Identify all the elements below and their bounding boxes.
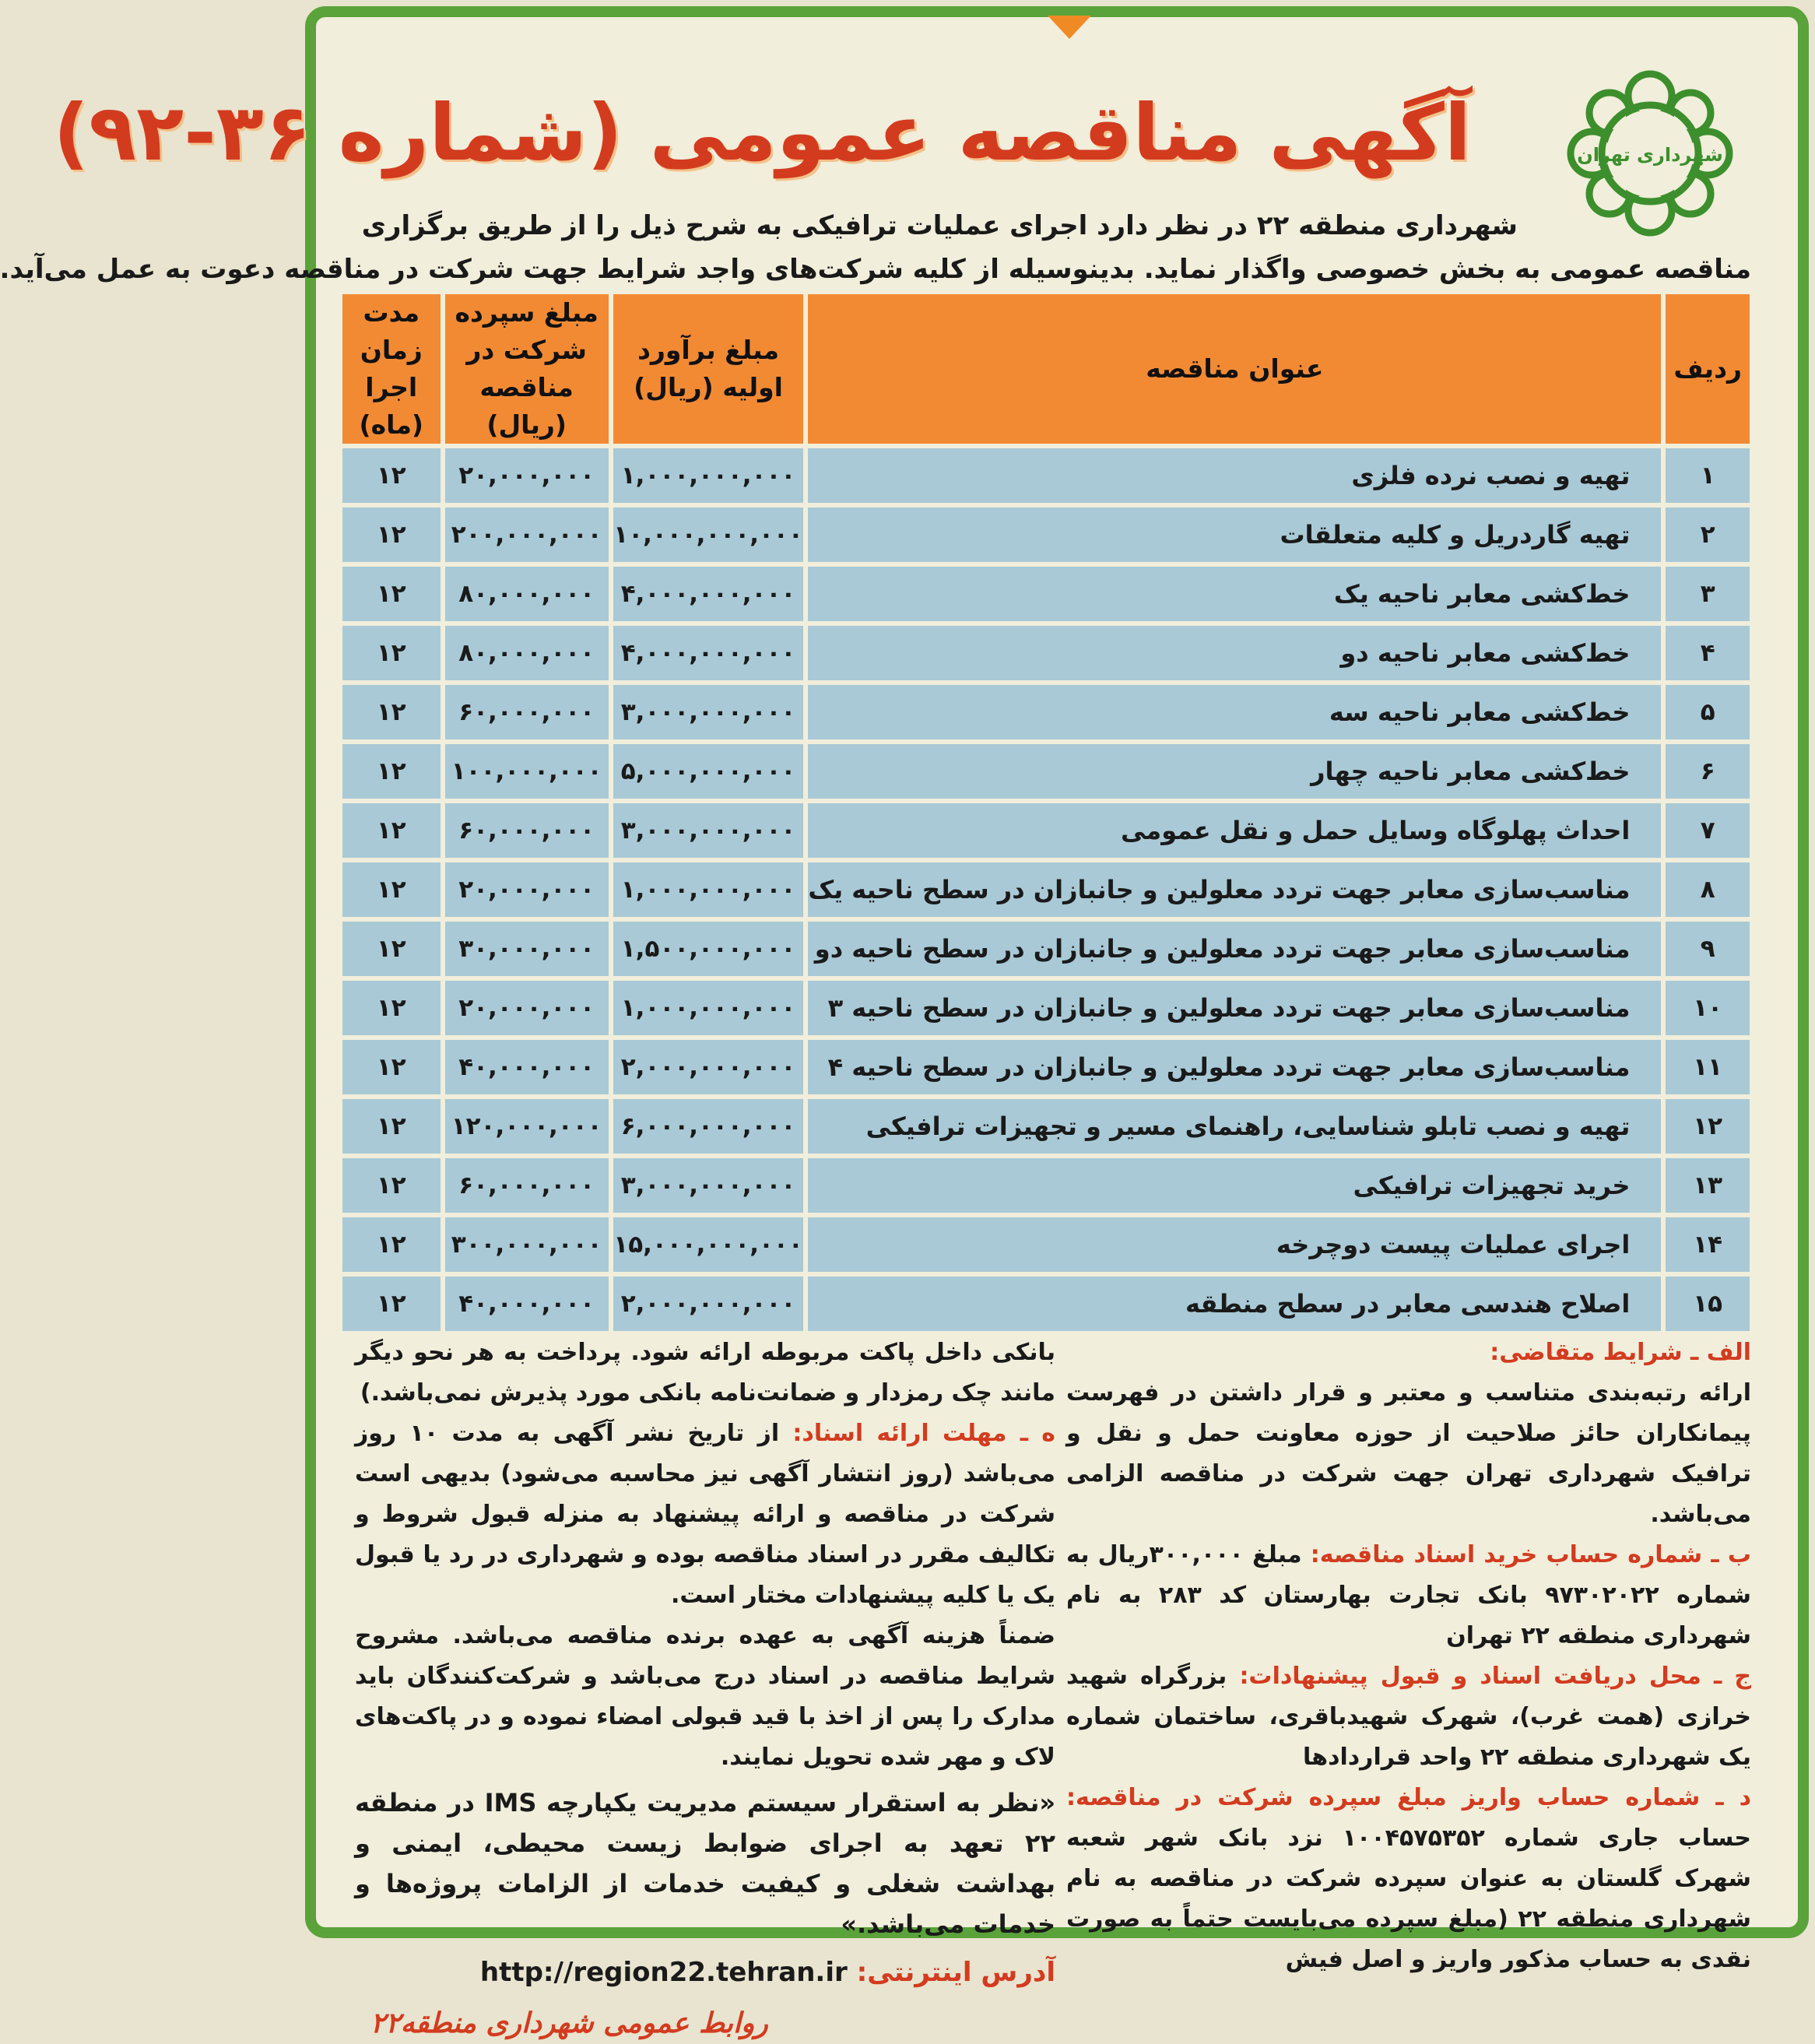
- cell-estimate: ۱,۰۰۰,۰۰۰,۰۰۰: [613, 862, 804, 917]
- cell-tender-title: اصلاح هندسی معابر در سطح منطقه: [808, 1277, 1661, 1331]
- cell-row-number: ۱۵: [1666, 1277, 1750, 1331]
- cell-deposit: ۶۰,۰۰۰,۰۰۰: [445, 803, 609, 858]
- condition-c-text: بزرگراه شهید خرازی (همت غرب)، شهرک شهیدباقری، ساختمان شماره یک شهرداری منطقه ۲۲ واحد قراردادها: [1066, 1663, 1751, 1771]
- cell-deposit: ۲۰,۰۰۰,۰۰۰: [445, 981, 609, 1035]
- cell-duration: ۱۲: [342, 1277, 441, 1331]
- cell-duration: ۱۲: [342, 981, 441, 1035]
- cell-deposit: ۸۰,۰۰۰,۰۰۰: [445, 567, 609, 621]
- cell-duration: ۱۲: [342, 1217, 441, 1272]
- table-row: [342, 1277, 1750, 1331]
- cell-row-number: ۹: [1666, 922, 1750, 976]
- cell-duration: ۱۲: [342, 1040, 441, 1094]
- table-row: [342, 744, 1750, 799]
- website-line: [355, 1952, 1055, 1993]
- intro-line-1: شهرداری منطقه ۲۲ در نظر دارد اجرای عملیات ترافیکی به شرح ذیل را از طریق برگزاری: [361, 210, 1518, 241]
- cell-tender-title: خط‌کشی معابر ناحیه سه: [808, 685, 1661, 739]
- table-row: [342, 448, 1750, 503]
- cell-deposit: ۳۰,۰۰۰,۰۰۰: [445, 922, 609, 976]
- table-row: [342, 1040, 1750, 1094]
- cell-tender-title: تهیه گاردریل و کلیه متعلقات: [808, 507, 1661, 562]
- cell-duration: ۱۲: [342, 862, 441, 917]
- cell-estimate: ۱,۵۰۰,۰۰۰,۰۰۰: [613, 922, 804, 976]
- cell-tender-title: مناسب‌سازی معابر جهت تردد معلولین و جانبازان در سطح ناحیه دو: [808, 922, 1661, 976]
- cell-row-number: ۳: [1666, 567, 1750, 621]
- cell-estimate: ۵,۰۰۰,۰۰۰,۰۰۰: [613, 744, 804, 799]
- table-row: [342, 507, 1750, 562]
- cell-row-number: ۴: [1666, 626, 1750, 680]
- table-row: [342, 862, 1750, 917]
- cell-deposit: ۲۰,۰۰۰,۰۰۰: [445, 448, 609, 503]
- condition-e-heading: ه ـ مهلت ارائه اسناد:: [792, 1420, 1056, 1447]
- tender-table: [338, 290, 1754, 1336]
- header-duration: مدت زمان اجرا (ماه): [342, 294, 441, 444]
- cell-duration: ۱۲: [342, 685, 441, 739]
- cell-tender-title: خرید تجهیزات ترافیکی: [808, 1158, 1661, 1213]
- advert-page: [0, 6, 1809, 2039]
- table-row: [342, 1099, 1750, 1154]
- intro: [0, 204, 1751, 291]
- condition-a: [1066, 1333, 1751, 1535]
- cell-deposit: ۶۰,۰۰۰,۰۰۰: [445, 685, 609, 739]
- cell-estimate: ۳,۰۰۰,۰۰۰,۰۰۰: [613, 685, 804, 739]
- cell-row-number: ۵: [1666, 685, 1750, 739]
- cell-tender-title: مناسب‌سازی معابر جهت تردد معلولین و جانبازان در سطح ناحیه یک: [808, 862, 1661, 917]
- header-deposit: مبلغ سپرده شرکت در مناقصه (ریال): [445, 294, 609, 444]
- condition-d-heading: د ـ شماره حساب واریز مبلغ سپرده شرکت در مناقصه:: [1066, 1784, 1751, 1811]
- cell-row-number: ۱۰: [1666, 981, 1750, 1035]
- cell-duration: ۱۲: [342, 507, 441, 562]
- logo-text: شهرداری تهران: [1577, 144, 1723, 166]
- cell-duration: ۱۲: [342, 922, 441, 976]
- cell-estimate: ۳,۰۰۰,۰۰۰,۰۰۰: [613, 803, 804, 858]
- condition-c-heading: ج ـ محل دریافت اسناد و قبول پیشنهادات:: [1239, 1663, 1751, 1690]
- cell-row-number: ۲: [1666, 507, 1750, 562]
- table-row: [342, 981, 1750, 1035]
- top-marker: [1048, 16, 1091, 39]
- cell-tender-title: مناسب‌سازی معابر جهت تردد معلولین و جانبازان در سطح ناحیه ۴: [808, 1040, 1661, 1094]
- cell-deposit: ۳۰۰,۰۰۰,۰۰۰: [445, 1217, 609, 1272]
- condition-d: [1066, 1778, 1751, 1980]
- cell-duration: ۱۲: [342, 567, 441, 621]
- cell-deposit: ۴۰,۰۰۰,۰۰۰: [445, 1040, 609, 1094]
- cell-estimate: ۱۰,۰۰۰,۰۰۰,۰۰۰: [613, 507, 804, 562]
- condition-b-heading: ب ـ شماره حساب خرید اسناد مناقصه:: [1310, 1541, 1751, 1568]
- table-row: [342, 1158, 1750, 1213]
- table-row: [342, 626, 1750, 680]
- cell-deposit: ۱۰۰,۰۰۰,۰۰۰: [445, 744, 609, 799]
- cell-row-number: ۱۱: [1666, 1040, 1750, 1094]
- page-title: آگهی مناقصه عمومی (شماره ۳۶-۹۲): [53, 87, 1471, 178]
- condition-b: [1066, 1535, 1751, 1656]
- condition-a-text-2: جهت شرکت در مناقصه الزامی می‌باشد.: [1066, 1460, 1751, 1528]
- cell-estimate: ۱۵,۰۰۰,۰۰۰,۰۰۰: [613, 1217, 804, 1272]
- condition-a-bold: حوزه معاونت حمل و نقل و ترافیک شهرداری تهران: [1066, 1420, 1752, 1487]
- table-row: [342, 567, 1750, 621]
- cell-estimate: ۲,۰۰۰,۰۰۰,۰۰۰: [613, 1277, 804, 1331]
- cell-row-number: ۱۳: [1666, 1158, 1750, 1213]
- condition-d-continued: بانکی داخل پاکت مربوطه ارائه شود. پرداخت به هر نحو دیگر مانند چک رمزدار و ضمانت‌نامه بانکی مورد پذیرش نمی‌باشد.): [355, 1339, 1055, 1407]
- cell-deposit: ۲۰,۰۰۰,۰۰۰: [445, 862, 609, 917]
- extra-notes: ضمناً هزینه آگهی به عهده برنده مناقصه می‌باشد. مشروح شرایط مناقصه در اسناد درج می‌باشد و شرکت‌کنندگان باید مدارک را پس از اخذ با قید قبولی امضاء نموده و در پاکت‌های لاک و مهر شده تحویل نمایند.: [355, 1622, 1055, 1771]
- cell-tender-title: تهیه و نصب نرده فلزی: [808, 448, 1661, 503]
- table-row: [342, 803, 1750, 858]
- cell-duration: ۱۲: [342, 448, 441, 503]
- cell-row-number: ۱: [1666, 448, 1750, 503]
- cell-row-number: ۱۲: [1666, 1099, 1750, 1154]
- cell-estimate: ۶,۰۰۰,۰۰۰,۰۰۰: [613, 1099, 804, 1154]
- header-estimate: مبلغ برآورد اولیه (ریال): [613, 294, 804, 444]
- cell-duration: ۱۲: [342, 744, 441, 799]
- header-tender-title: عنوان مناقصه: [808, 294, 1661, 444]
- cell-estimate: ۱,۰۰۰,۰۰۰,۰۰۰: [613, 981, 804, 1035]
- cell-estimate: ۲,۰۰۰,۰۰۰,۰۰۰: [613, 1040, 804, 1094]
- cell-estimate: ۳,۰۰۰,۰۰۰,۰۰۰: [613, 1158, 804, 1213]
- cell-row-number: ۷: [1666, 803, 1750, 858]
- header: [0, 40, 1798, 285]
- cell-deposit: ۴۰,۰۰۰,۰۰۰: [445, 1277, 609, 1331]
- cell-row-number: ۱۴: [1666, 1217, 1750, 1272]
- cell-deposit: ۲۰۰,۰۰۰,۰۰۰: [445, 507, 609, 562]
- cell-deposit: ۱۲۰,۰۰۰,۰۰۰: [445, 1099, 609, 1154]
- cell-tender-title: مناسب‌سازی معابر جهت تردد معلولین و جانبازان در سطح ناحیه ۳: [808, 981, 1661, 1035]
- cell-tender-title: احداث پهلوگاه وسایل حمل و نقل عمومی: [808, 803, 1661, 858]
- cell-tender-title: خط‌کشی معابر ناحیه دو: [808, 626, 1661, 680]
- public-relations-signature: روابط عمومی شهرداری منطقه۲۲: [370, 2007, 768, 2039]
- condition-a-text-1: ارائه رتبه‌بندی متناسب و معتبر و قرار داشتن در فهرست پیمانکاران حائز صلاحیت از: [1066, 1379, 1752, 1447]
- website-link[interactable]: http://region22.tehran.ir: [479, 1957, 848, 1988]
- table-row: [342, 922, 1750, 976]
- intro-line-2: مناقصه عمومی به بخش خصوصی واگذار نماید. بدینوسیله از کلیه شرکت‌های واجد شرایط جهت شرکت در مناقصه دعوت به عمل می‌آید.: [0, 254, 1751, 285]
- cell-duration: ۱۲: [342, 1158, 441, 1213]
- cell-tender-title: تهیه و نصب تابلو شناسایی، راهنمای مسیر و تجهیزات ترافیکی: [808, 1099, 1661, 1154]
- table-row: [342, 685, 1750, 739]
- ims-statement: «نظر به استقرار سیستم مدیریت یکپارچه IMS در منطقه ۲۲ تعهد به اجرای ضوابط زیست محیطی، ایمنی و بهداشت شغلی و کیفیت خدمات از الزامات پروژه‌ها و خدمات می‌باشد.»: [355, 1788, 1056, 1939]
- condition-e-text: از تاریخ نشر آگهی به مدت ۱۰ روز می‌باشد (روز انتشار آگهی نیز محاسبه می‌شود) بدیهی است شرکت در مناقصه و ارائه پیشنهاد به منزله قبول شروط و تکالیف مقرر در اسناد مناقصه بوده و شهرداری در رد یا قبول یک یا کلیه پیشنهادات مختار است.: [355, 1420, 1055, 1609]
- terms-left-column: [355, 1333, 1055, 2044]
- cell-estimate: ۴,۰۰۰,۰۰۰,۰۰۰: [613, 626, 804, 680]
- cell-row-number: ۶: [1666, 744, 1750, 799]
- cell-deposit: ۸۰,۰۰۰,۰۰۰: [445, 626, 609, 680]
- terms-right-column: [1066, 1333, 1751, 1980]
- table-header-row: [342, 294, 1750, 444]
- condition-a-heading: الف ـ شرایط متقاضی:: [1490, 1339, 1751, 1366]
- condition-e: [355, 1414, 1055, 1616]
- cell-estimate: ۱,۰۰۰,۰۰۰,۰۰۰: [613, 448, 804, 503]
- condition-b-text: مبلغ ۳۰۰,۰۰۰ریال به شماره ۹۷۳۰۲۰۲۲ بانک تجارت بهارستان کد ۲۸۳ به نام شهرداری منطقه ۲۲ تهران: [1066, 1541, 1751, 1649]
- cell-tender-title: خط‌کشی معابر ناحیه یک: [808, 567, 1661, 621]
- cell-duration: ۱۲: [342, 1099, 441, 1154]
- cell-duration: ۱۲: [342, 803, 441, 858]
- cell-deposit: ۶۰,۰۰۰,۰۰۰: [445, 1158, 609, 1213]
- cell-estimate: ۴,۰۰۰,۰۰۰,۰۰۰: [613, 567, 804, 621]
- website-label: آدرس اینترنتی:: [856, 1957, 1055, 1988]
- cell-duration: ۱۲: [342, 626, 441, 680]
- table-row: [342, 1217, 1750, 1272]
- cell-tender-title: اجرای عملیات پیست دوچرخه: [808, 1217, 1661, 1272]
- cell-tender-title: خط‌کشی معابر ناحیه چهار: [808, 744, 1661, 799]
- table-body: [342, 448, 1750, 1331]
- cell-row-number: ۸: [1666, 862, 1750, 917]
- header-row-number: ردیف: [1666, 294, 1750, 444]
- condition-d-text: حساب جاری شماره ۱۰۰۴۵۷۵۳۵۲ نزد بانک شهر شعبه شهرک گلستان به عنوان سپرده شرکت در مناقصه به نام شهرداری منطقه ۲۲ (مبلغ سپرده می‌بایست حتماً به صورت نقدی به حساب مذکور واریز و اصل فیش: [1066, 1824, 1752, 1973]
- condition-c: [1066, 1656, 1751, 1778]
